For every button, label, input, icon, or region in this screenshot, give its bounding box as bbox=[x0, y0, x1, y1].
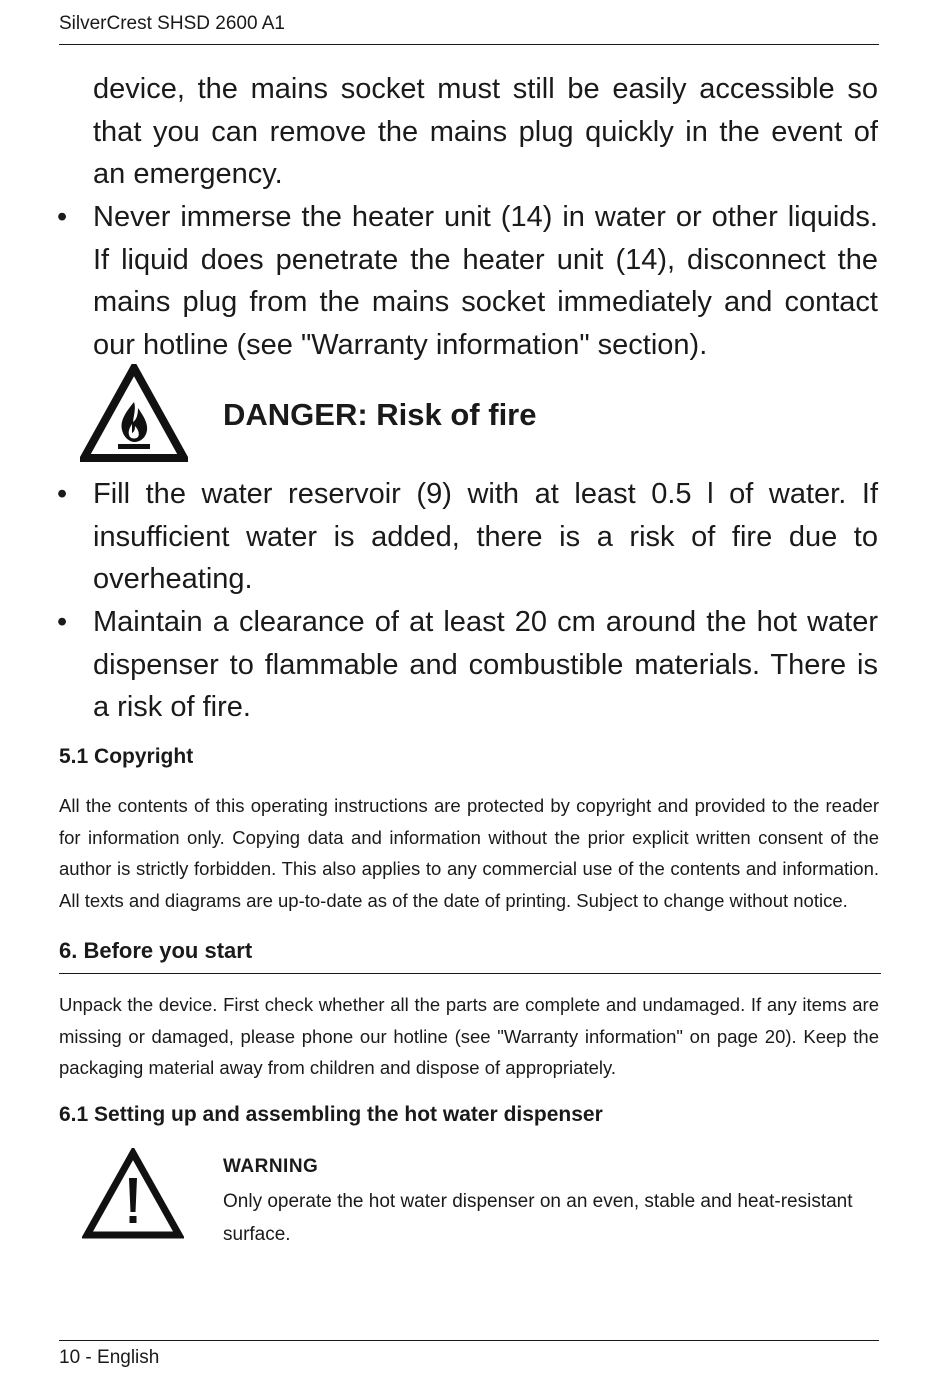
warning-text: Only operate the hot water dispenser on an even, stable and heat-resistant surface. bbox=[223, 1191, 853, 1245]
copyright-body: All the contents of this operating instructions are protected by copyright and provided to the reader for information only. Copying data and information without the prior explicit written consent of the author is strictly forbidden. This also applies to any commercial use of the contents and information. All texts and diagrams are up-to-date as of the date of printing. Subject to change without notice. bbox=[59, 795, 879, 911]
danger-heading: DANGER: Risk of fire bbox=[223, 397, 537, 432]
before-start-body: Unpack the device. First check whether all the parts are complete and undamaged. If any items are missing or damaged, please phone our hotline (see "Warranty information" on page 20). Keep the packaging material away from children and dispose of appropriately. bbox=[59, 994, 879, 1078]
section-rule bbox=[59, 973, 881, 974]
danger-bullet-clearance: Maintain a clearance of at least 20 cm around the hot water dispenser to flammable and combustible materials. There is a risk of fire. bbox=[93, 606, 878, 723]
running-header: SilverCrest SHSD 2600 A1 bbox=[59, 13, 285, 34]
safety-continuation-text: device, the mains socket must still be easily accessible so that you can remove the mains plug quickly in the event of an emergency. bbox=[93, 73, 878, 190]
section-heading-setup: 6.1 Setting up and assembling the hot water dispenser bbox=[59, 1103, 603, 1126]
section-heading-copyright: 5.1 Copyright bbox=[59, 745, 194, 768]
header-rule bbox=[59, 44, 879, 45]
section-heading-before-you-start: 6. Before you start bbox=[59, 938, 253, 963]
footer-rule bbox=[59, 1340, 879, 1341]
safety-bullet-immerse: Never immerse the heater unit (14) in water or other liquids. If liquid does penetrate the heater unit (14), disconnect the mains plug from the mains socket immediately and contact our hotline (see "Warranty information" section). bbox=[93, 201, 878, 361]
bullet-marker: • bbox=[57, 478, 68, 510]
page-footer: 10 - English bbox=[59, 1347, 160, 1368]
danger-bullet-water-level: Fill the water reservoir (9) with at least 0.5 l of water. If insufficient water is added, there is a risk of fire due to overheating. bbox=[93, 478, 878, 595]
warning-exclamation-icon bbox=[82, 1148, 184, 1240]
warning-label: WARNING bbox=[223, 1156, 319, 1177]
fire-hazard-icon bbox=[80, 364, 188, 462]
bullet-marker: • bbox=[57, 606, 68, 638]
bullet-marker: • bbox=[57, 201, 68, 233]
